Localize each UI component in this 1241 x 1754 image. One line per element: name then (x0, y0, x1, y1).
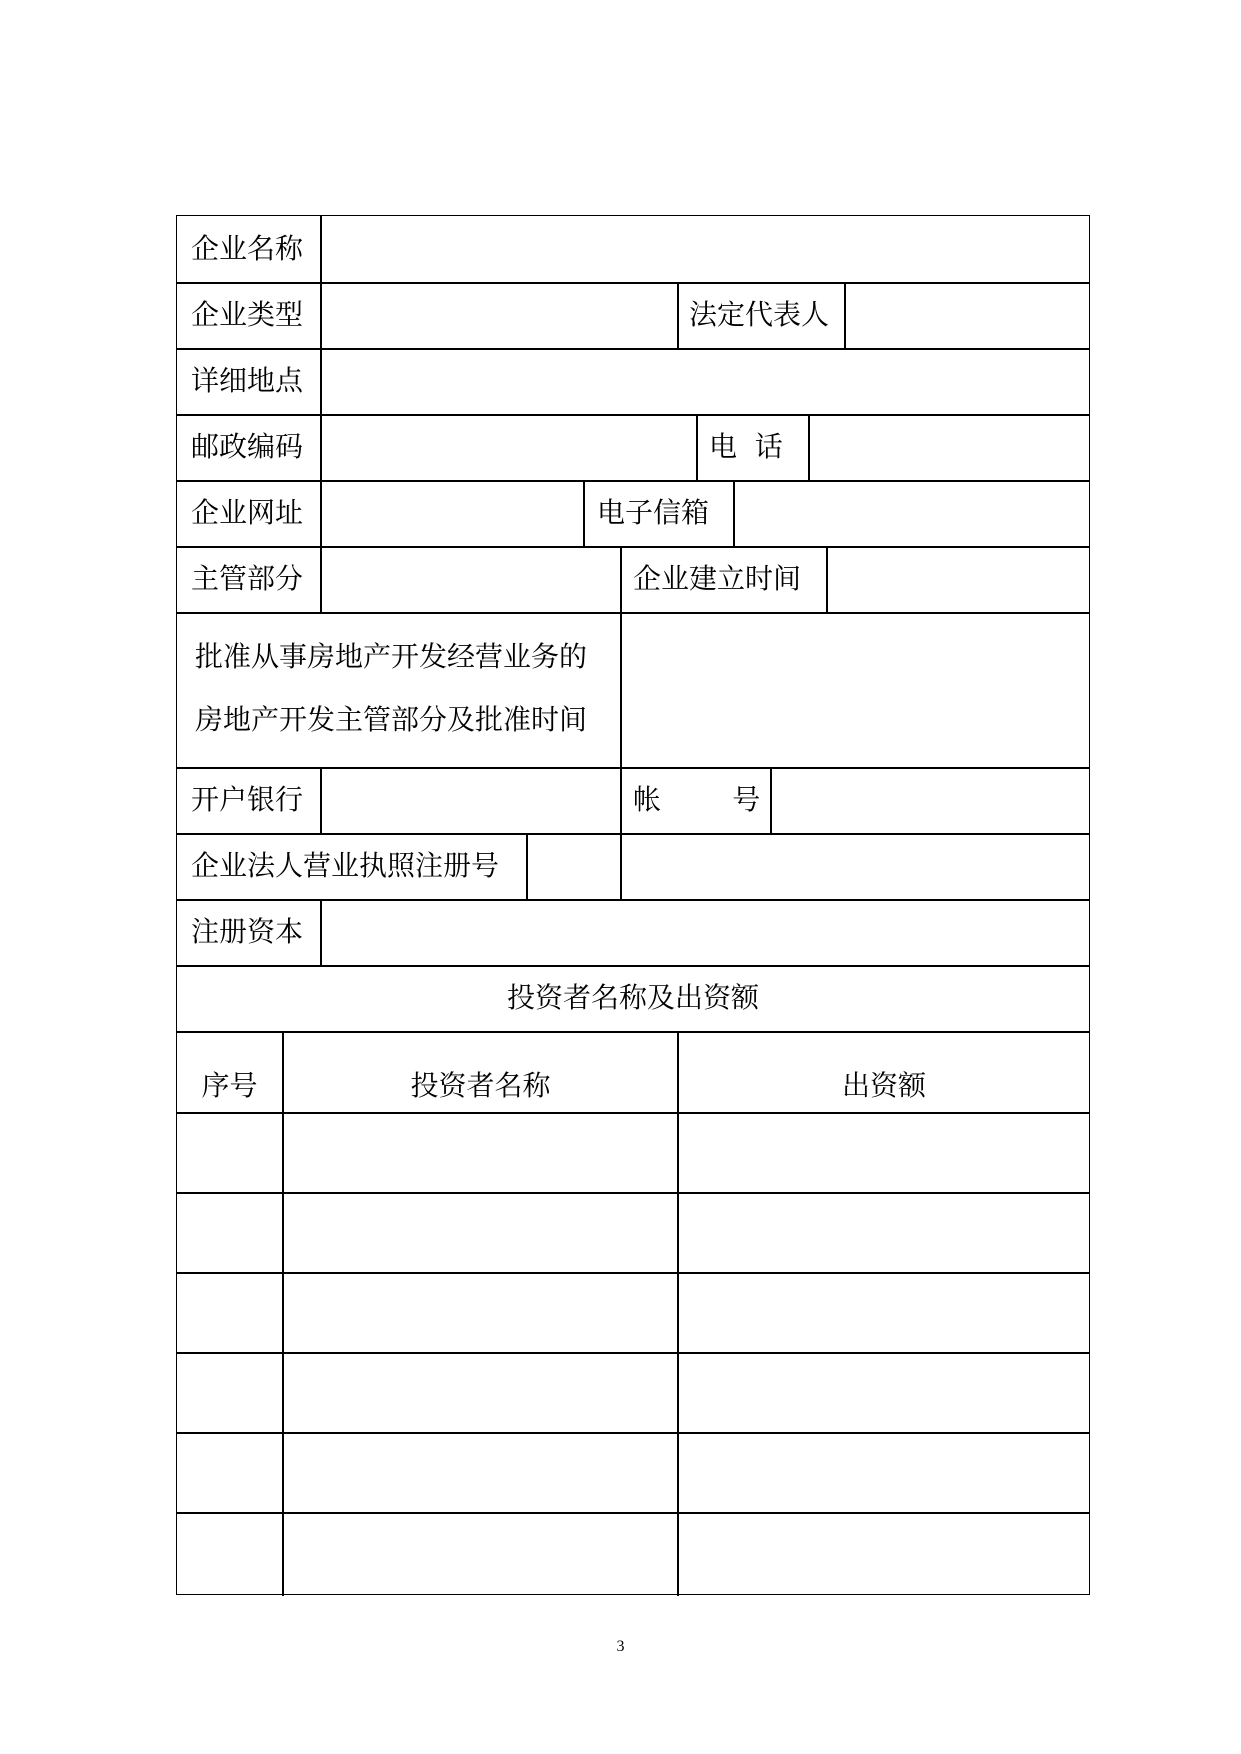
page-number: 3 (616, 1638, 625, 1655)
license-number-field[interactable] (528, 835, 1087, 898)
company-name-label: 企业名称 (191, 232, 304, 265)
authority-field[interactable] (322, 548, 619, 611)
authority-label: 主管部分 (191, 562, 304, 595)
bank-label: 开户银行 (191, 783, 304, 816)
table-row (177, 1434, 1089, 1512)
postcode-field[interactable] (322, 416, 695, 479)
address-label: 详细地点 (191, 364, 304, 397)
email-field[interactable] (735, 482, 1087, 545)
contribution-cell[interactable] (679, 1514, 1089, 1592)
bank-field[interactable] (322, 769, 619, 832)
table-row (177, 1354, 1089, 1432)
phone-label: 电 话 (709, 430, 783, 463)
email-label: 电子信箱 (597, 496, 710, 529)
company-type-label: 企业类型 (191, 298, 304, 331)
investors-section-title: 投资者名称及出资额 (506, 981, 759, 1014)
website-label: 企业网址 (191, 496, 304, 529)
website-field[interactable] (322, 482, 582, 545)
postcode-label: 邮政编码 (191, 430, 304, 463)
approval-field[interactable] (622, 614, 1087, 766)
col-divider (677, 282, 679, 348)
column-header-investor-name: 投资者名称 (410, 1069, 551, 1102)
investor-name-cell[interactable] (284, 1114, 676, 1192)
col-divider (583, 480, 585, 546)
column-header-index: 序号 (201, 1069, 258, 1102)
company-name-field[interactable] (322, 218, 1087, 281)
index-cell[interactable] (177, 1434, 281, 1512)
phone-field[interactable] (810, 416, 1087, 479)
capital-label: 注册资本 (191, 915, 304, 948)
founded-date-label: 企业建立时间 (633, 562, 802, 595)
contribution-cell[interactable] (679, 1434, 1089, 1512)
investor-name-cell[interactable] (284, 1354, 676, 1432)
table-row (177, 1514, 1089, 1592)
address-field[interactable] (322, 350, 1087, 413)
table-row (177, 1274, 1089, 1352)
founded-date-field[interactable] (828, 548, 1087, 611)
column-header-contribution: 出资额 (841, 1069, 926, 1102)
investor-name-cell[interactable] (284, 1514, 676, 1592)
contribution-cell[interactable] (679, 1114, 1089, 1192)
investor-name-cell[interactable] (284, 1434, 676, 1512)
index-cell[interactable] (177, 1194, 281, 1272)
row-divider (177, 1031, 1089, 1033)
col-divider (696, 414, 698, 480)
table-row (177, 1194, 1089, 1272)
company-type-field[interactable] (322, 284, 676, 347)
license-number-label: 企业法人营业执照注册号 (191, 849, 500, 882)
approval-label-line-2: 房地产开发主管部分及批准时间 (195, 703, 588, 736)
capital-field[interactable] (322, 901, 1087, 964)
investor-name-cell[interactable] (284, 1194, 676, 1272)
approval-label-line-1: 批准从事房地产开发经营业务的 (195, 640, 588, 673)
account-field[interactable] (772, 769, 1087, 832)
contribution-cell[interactable] (679, 1274, 1089, 1352)
row-divider (177, 965, 1089, 967)
table-row (177, 1114, 1089, 1192)
investor-name-cell[interactable] (284, 1274, 676, 1352)
account-label: 帐 号 (633, 783, 761, 816)
legal-representative-field[interactable] (846, 284, 1087, 347)
contribution-cell[interactable] (679, 1354, 1089, 1432)
index-cell[interactable] (177, 1114, 281, 1192)
contribution-cell[interactable] (679, 1194, 1089, 1272)
legal-representative-label: 法定代表人 (689, 298, 830, 331)
index-cell[interactable] (177, 1354, 281, 1432)
registration-form-table (176, 215, 1090, 1595)
index-cell[interactable] (177, 1514, 281, 1592)
index-cell[interactable] (177, 1274, 281, 1352)
